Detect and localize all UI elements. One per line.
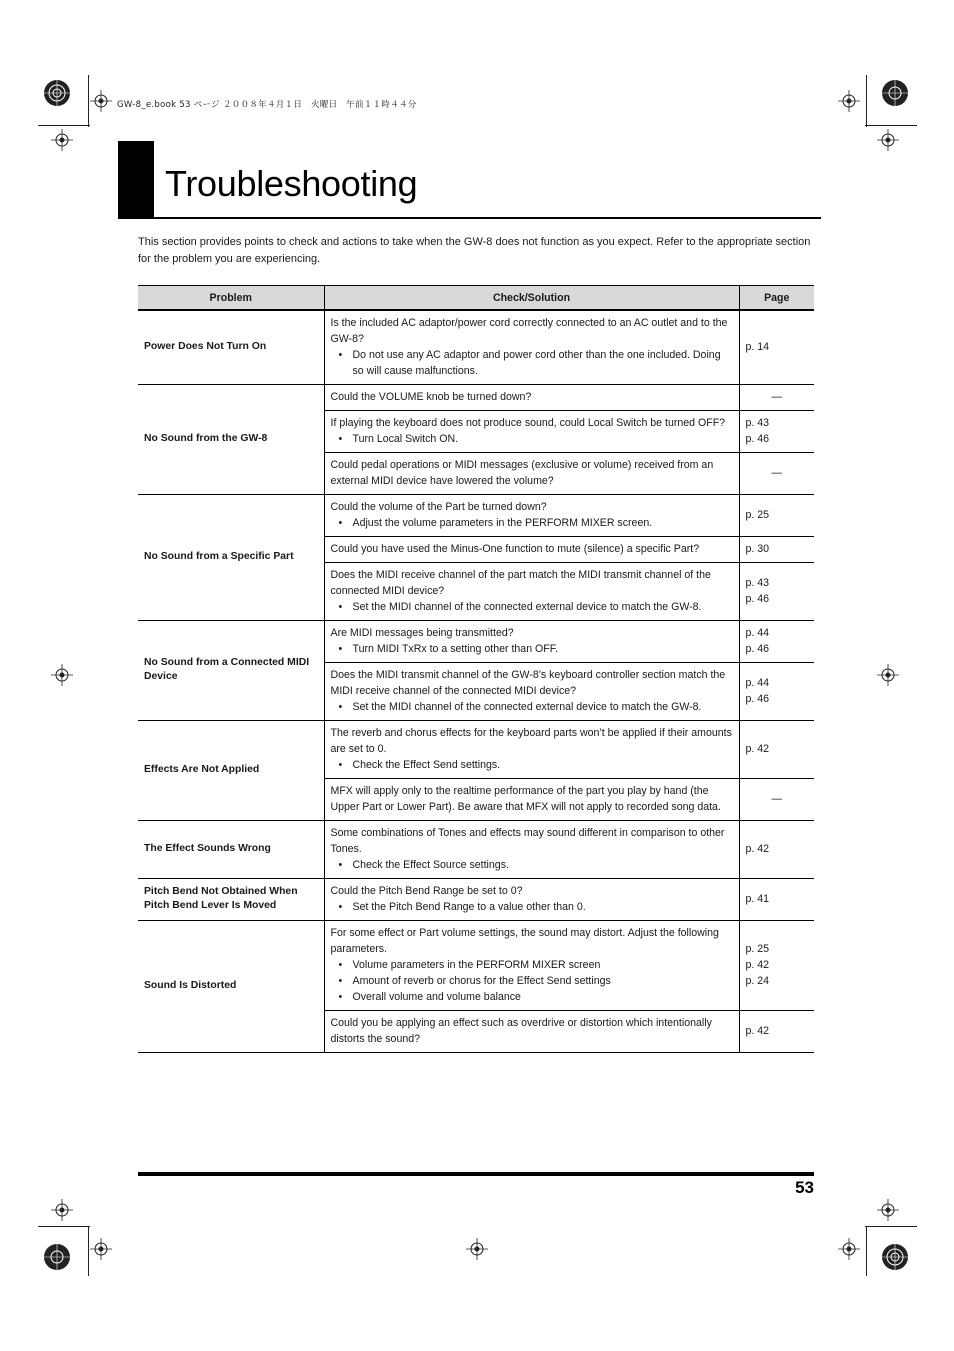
solution-text: Does the MIDI receive channel of the part match the MIDI transmit channel of the connected MIDI device? [330,569,711,597]
solution-text: Could the Pitch Bend Range be set to 0? [330,885,523,897]
page-reference-cell: p. 41 [739,879,814,921]
column-header-problem: Problem [138,286,324,311]
solution-cell [324,821,739,879]
page-reference-cell: p. 30 [739,537,814,563]
solution-bullet-list [331,641,733,657]
solution-bullet: • Turn MIDI TxRx to a setting other than OFF. [331,641,733,657]
registration-mark-bottom-right [880,1242,910,1272]
solution-cell [324,385,739,411]
solution-cell [324,663,739,721]
page-reference-cell: p. 42 [739,821,814,879]
solution-text: For some effect or Part volume settings, the sound may distort. Adjust the following parameters. [330,927,719,955]
solution-bullet-list [331,515,733,531]
solution-bullet-list [331,599,733,615]
crop-line [38,1226,90,1227]
crosshair-mark-left-bottom [51,1199,73,1221]
solution-text: MFX will apply only to the realtime performance of the part you play by hand (the Upper Part or Lower Part). Be aware that MFX will not apply to recorded song data. [330,785,721,813]
table-row [138,721,814,779]
solution-bullet-list [331,857,733,873]
problem-cell: No Sound from a Connected MIDI Device [138,621,324,721]
solution-text: Could the VOLUME knob be turned down? [330,391,532,403]
solution-text: Does the MIDI transmit channel of the GW-8’s keyboard controller section match the MIDI receive channel of the connected MIDI device? [330,669,726,697]
solution-bullet: • Set the Pitch Bend Range to a value other than 0. [331,899,733,915]
page-reference-cell: p. 25 p. 42 p. 24 [739,921,814,1011]
registration-mark-top-left [42,78,72,108]
solution-cell [324,537,739,563]
solution-text: Could the volume of the Part be turned down? [330,501,547,513]
crop-line [866,1226,867,1276]
crosshair-mark-right-middle [877,664,899,686]
crosshair-mark-bottom-right [838,1238,860,1260]
page-reference-cell: p. 42 [739,1011,814,1053]
page-reference-cell: p. 44 p. 46 [739,621,814,663]
registration-mark-top-right [880,78,910,108]
solution-cell [324,563,739,621]
solution-bullet: • Check the Effect Send settings. [331,757,733,773]
crosshair-mark-top-right [838,90,860,112]
table-row [138,310,814,385]
solution-bullet: • Volume parameters in the PERFORM MIXER screen [331,957,733,973]
crop-line [38,125,90,126]
problem-cell: Pitch Bend Not Obtained When Pitch Bend Lever Is Moved [138,879,324,921]
crop-line [865,125,917,126]
crosshair-mark-left-top [51,129,73,151]
solution-text: Some combinations of Tones and effects may sound different in comparison to other Tones. [330,827,725,855]
solution-cell [324,310,739,385]
page-reference-cell: — [739,453,814,495]
page-reference-cell: — [739,779,814,821]
table-row [138,921,814,1011]
page-reference-cell: — [739,385,814,411]
troubleshooting-table [138,285,814,1053]
page-reference-cell: p. 44 p. 46 [739,663,814,721]
solution-bullet: • Do not use any AC adaptor and power cord other than the one included. Doing so will cause malfunctions. [331,347,733,379]
table-row [138,385,814,411]
table-body [138,310,814,1053]
intro-paragraph: This section provides points to check and actions to take when the GW-8 does not function as you expect. Refer to the appropriate section for the problem you are experiencing. [138,236,811,265]
crosshair-mark-bottom-left [90,1238,112,1260]
registration-mark-bottom-left [42,1242,72,1272]
crop-line [88,1226,89,1276]
solution-text: Is the included AC adaptor/power cord correctly connected to an AC outlet and to the GW-8? [330,317,728,345]
table-row [138,495,814,537]
crosshair-mark-left-middle [51,664,73,686]
solution-bullet-list [331,347,733,379]
problem-cell: Sound Is Distorted [138,921,324,1053]
solution-text: Could you be applying an effect such as overdrive or distortion which intentionally distorts the sound? [330,1017,712,1045]
crop-line [866,75,867,127]
solution-bullet: • Check the Effect Source settings. [331,857,733,873]
table-row [138,879,814,921]
solution-bullet-list [331,757,733,773]
page-reference-cell: p. 25 [739,495,814,537]
crosshair-mark-right-top [877,129,899,151]
page-reference-cell: p. 43 p. 46 [739,563,814,621]
solution-cell [324,453,739,495]
solution-bullet: • Adjust the volume parameters in the PERFORM MIXER screen. [331,515,733,531]
title-bar-block [118,141,154,219]
solution-cell [324,1011,739,1053]
solution-text: Could you have used the Minus-One function to mute (silence) a specific Part? [330,543,700,555]
problem-cell: Power Does Not Turn On [138,310,324,385]
solution-bullet-list [331,899,733,915]
solution-cell [324,411,739,453]
solution-cell [324,721,739,779]
solution-bullet: • Set the MIDI channel of the connected external device to match the GW-8. [331,599,733,615]
table-row [138,821,814,879]
crop-line [865,1226,917,1227]
table-row [138,621,814,663]
solution-cell [324,921,739,1011]
crosshair-mark-right-bottom [877,1199,899,1221]
column-header-solution: Check/Solution [324,286,739,311]
solution-cell [324,779,739,821]
problem-cell: Effects Are Not Applied [138,721,324,821]
solution-bullet: • Amount of reverb or chorus for the Effect Send settings [331,973,733,989]
file-info: GW-8_e.book 53 ページ ２００８年４月１日 火曜日 午前１１時４４分 [117,100,417,110]
solution-bullet-list [331,699,733,715]
solution-text: The reverb and chorus effects for the keyboard parts won’t be applied if their amounts are set to 0. [330,727,732,755]
solution-bullet-list [331,431,733,447]
problem-cell: No Sound from the GW-8 [138,385,324,495]
crop-line [88,75,89,127]
footer-rule [138,1172,814,1176]
solution-text: If playing the keyboard does not produce sound, could Local Switch be turned OFF? [330,417,726,429]
solution-text: Could pedal operations or MIDI messages (exclusive or volume) received from an external MIDI device have lowered the volume? [330,459,714,487]
page-title: Troubleshooting [165,163,418,204]
solution-cell [324,879,739,921]
page-reference-cell: p. 14 [739,310,814,385]
crosshair-mark-bottom-center [466,1238,488,1260]
solution-bullet: • Turn Local Switch ON. [331,431,733,447]
solution-cell [324,621,739,663]
solution-text: Are MIDI messages being transmitted? [330,627,514,639]
solution-bullet: • Overall volume and volume balance [331,989,733,1005]
problem-cell: No Sound from a Specific Part [138,495,324,621]
table-header-row [138,286,814,311]
page-reference-cell: p. 43 p. 46 [739,411,814,453]
problem-cell: The Effect Sounds Wrong [138,821,324,879]
crosshair-mark-top-left [90,90,112,112]
column-header-page: Page [739,286,814,311]
page-reference-cell: p. 42 [739,721,814,779]
solution-bullet-list [331,957,733,1005]
solution-cell [324,495,739,537]
page-number: 53 [795,1178,814,1197]
solution-bullet: • Set the MIDI channel of the connected external device to match the GW-8. [331,699,733,715]
title-rule [118,217,821,219]
